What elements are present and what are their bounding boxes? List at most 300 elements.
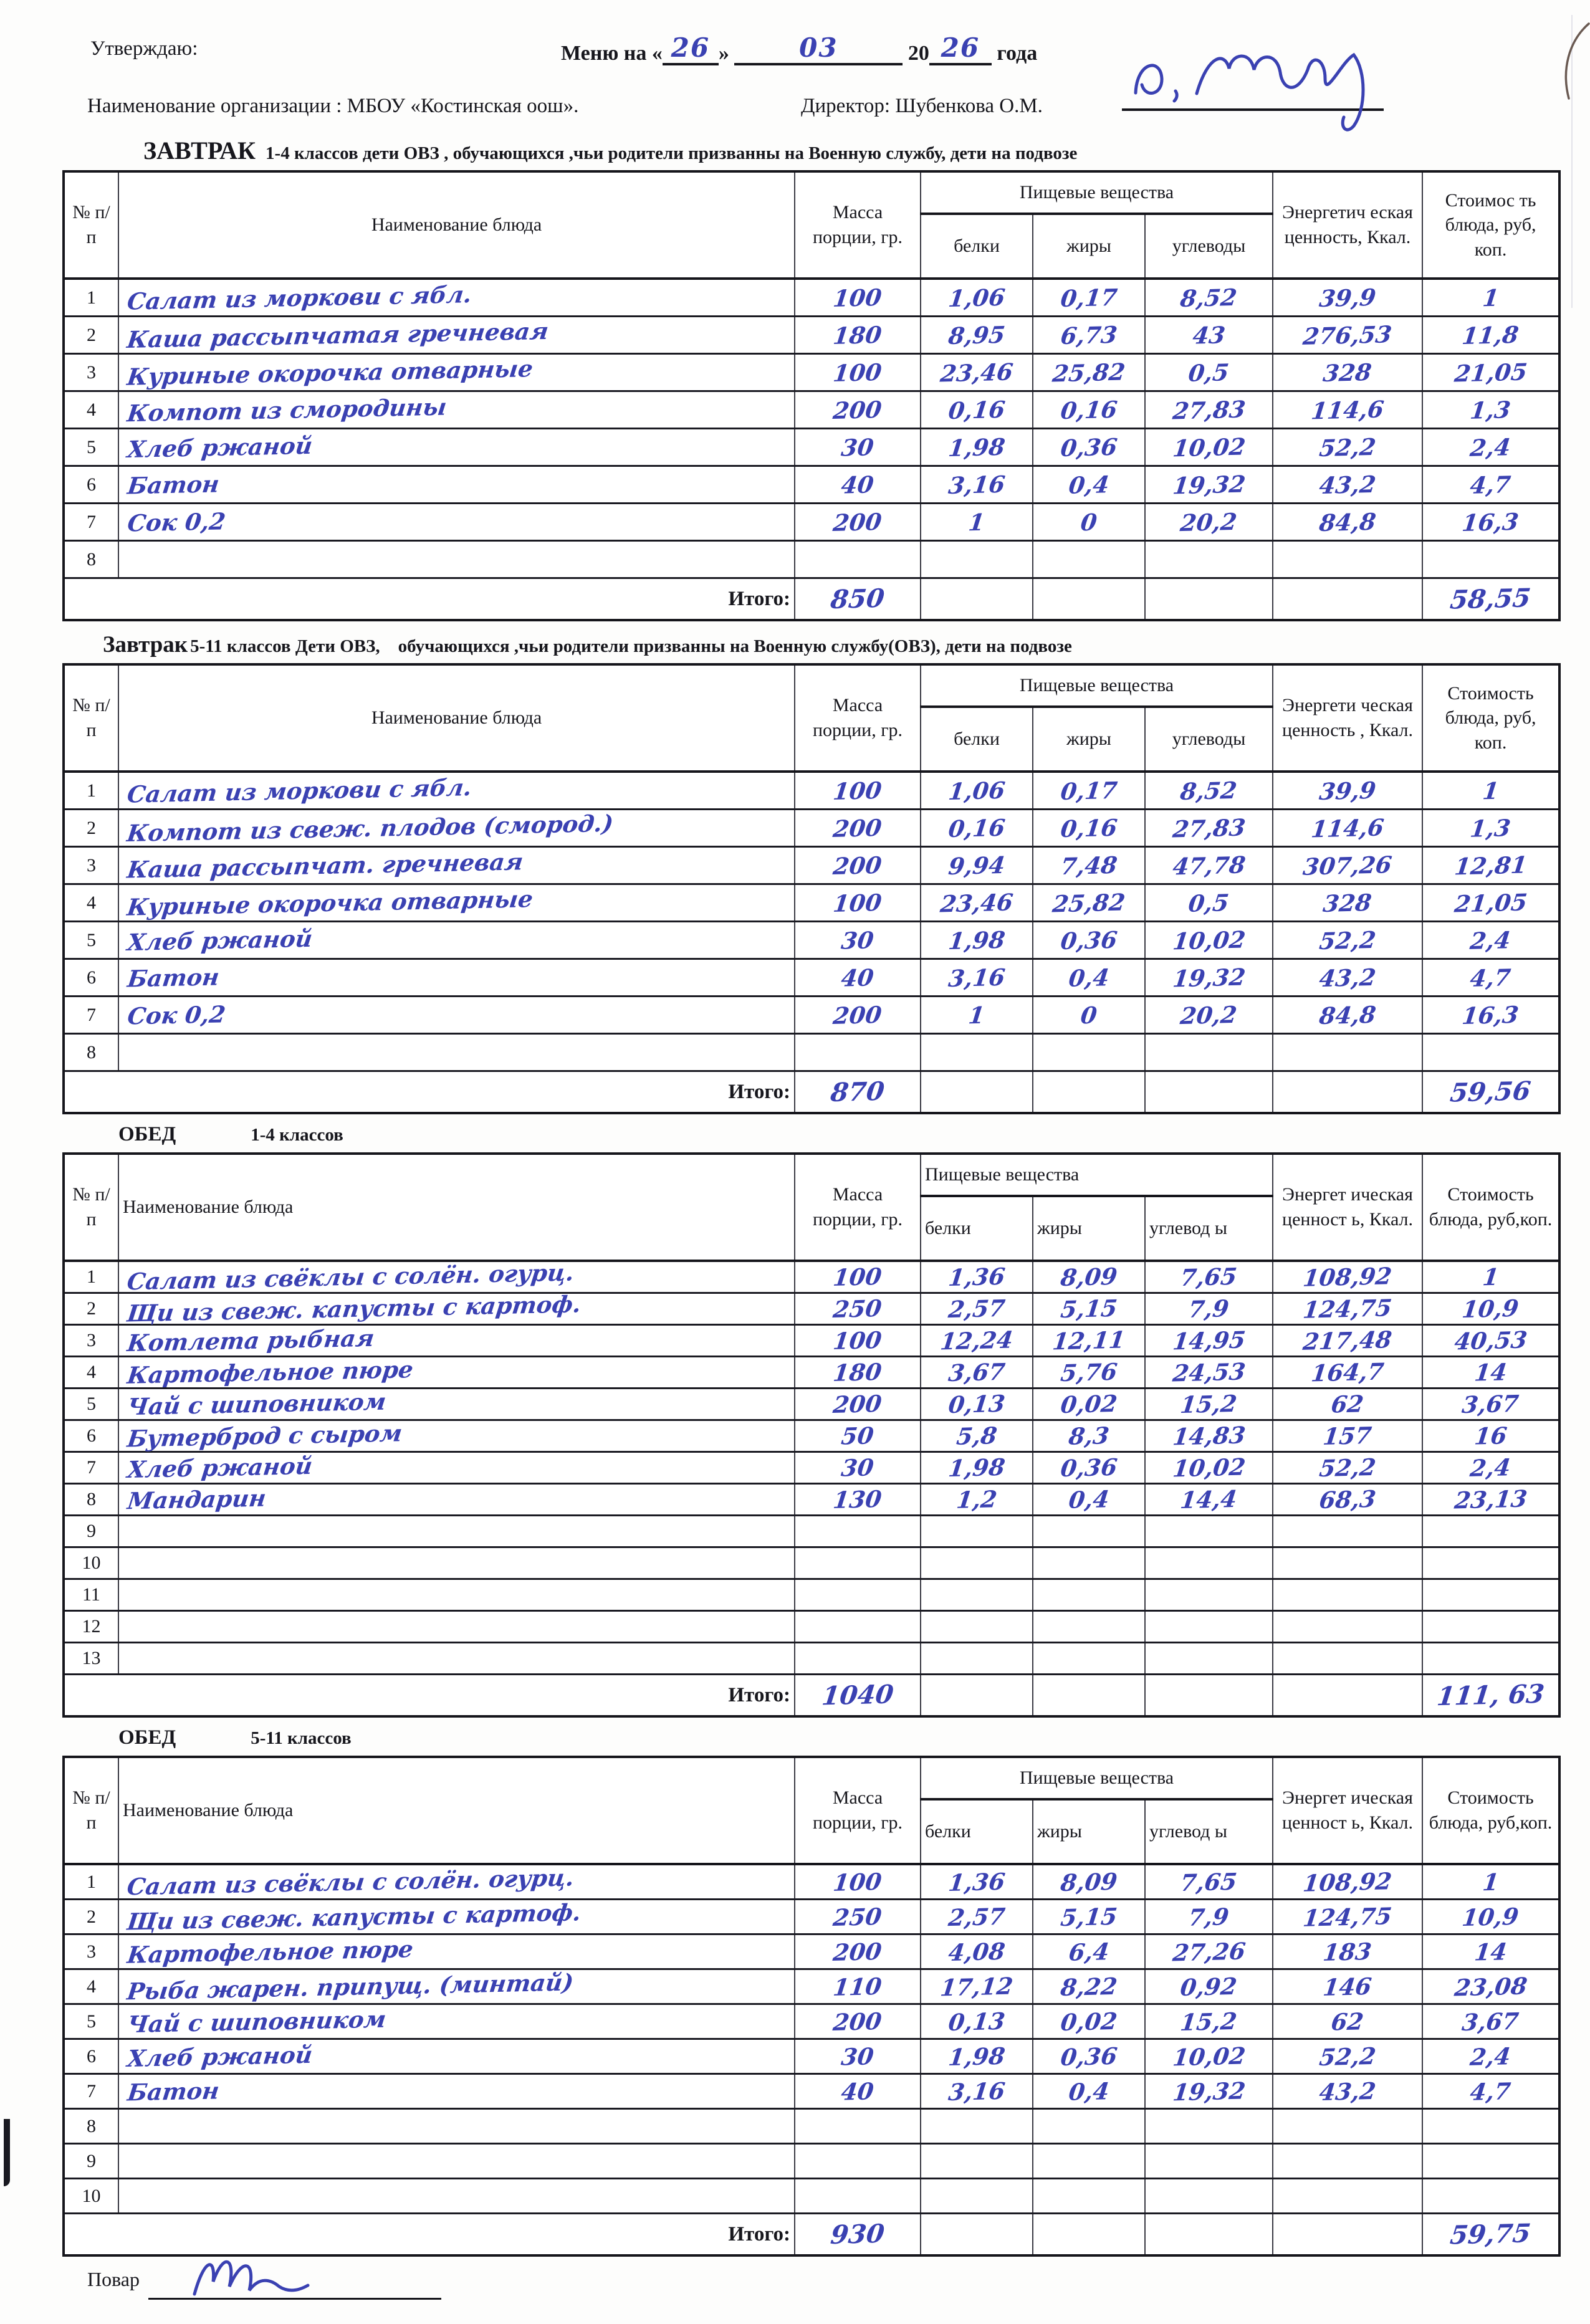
cell-carbs: 10,02 [1145,429,1273,466]
cell-energy [1273,1547,1422,1579]
cell-fat [1033,2144,1145,2179]
table-row [64,1389,1559,1420]
cell-mass: 100 [795,1261,921,1293]
cell-dish-name: Куриные окорочка отварные [118,354,795,391]
empty-cell [1145,2214,1273,2256]
cell-cost: 4,7 [1422,466,1559,504]
cell-row-number: 8 [64,1484,118,1516]
cell-protein: 2,57 [921,1293,1033,1325]
cell-fat: 0,16 [1033,810,1145,847]
cell-carbs [1145,1579,1273,1611]
cell-protein: 1 [921,997,1033,1034]
cell-row-number: 9 [64,2144,118,2179]
cell-cost [1422,541,1559,578]
cell-protein: 0,13 [921,1389,1033,1420]
col-header-fat: жиры [1033,1799,1145,1864]
cell-energy: 43,2 [1273,2074,1422,2109]
title-rest: 1-4 классов [251,1125,343,1145]
cell-fat: 0,36 [1033,429,1145,466]
cell-fat [1033,1547,1145,1579]
cell-energy [1273,1034,1422,1071]
cell-cost [1422,1611,1559,1643]
cell-fat: 25,82 [1033,884,1145,922]
cell-energy: 62 [1273,1389,1422,1420]
cell-mass: 180 [795,317,921,354]
cell-protein: 1,36 [921,1261,1033,1293]
approve-label: Утверждаю: [90,37,198,60]
cell-protein: 8,95 [921,317,1033,354]
cook-label: Повар [87,2268,140,2290]
table-row [64,2179,1559,2214]
cell-fat [1033,1611,1145,1643]
cell-dish-name: Салат из моркови с ябл. [118,279,795,317]
cell-fat: 6,4 [1033,1934,1145,1969]
col-header-nutrients: Пищевые вещества [921,1154,1273,1196]
cook-line [87,2268,1558,2324]
cell-mass [795,541,921,578]
cell-fat [1033,2179,1145,2214]
cell-row-number: 7 [64,997,118,1034]
cell-protein: 3,67 [921,1357,1033,1389]
col-header-energy: Энергет ическая ценност ь, Ккал. [1273,1154,1422,1261]
empty-cell [1145,1071,1273,1114]
table-row [64,1484,1559,1516]
cell-mass: 100 [795,772,921,810]
cell-mass [795,1034,921,1071]
cell-fat: 5,15 [1033,1900,1145,1934]
total-mass: 1040 [795,1675,921,1717]
table-row [64,1969,1559,2004]
cell-energy: 276,53 [1273,317,1422,354]
cell-carbs: 8,52 [1145,279,1273,317]
cell-row-number: 3 [64,354,118,391]
director-label: Директор: Шубенкова О.М. [801,95,1043,117]
cell-cost: 3,67 [1422,1389,1559,1420]
col-header-nutrients: Пищевые вещества [921,171,1273,214]
cell-cost: 1,3 [1422,810,1559,847]
cell-carbs: 19,32 [1145,959,1273,997]
table-row [64,884,1559,922]
total-label: Итого: [64,1071,795,1114]
cell-dish-name: Хлеб ржаной [118,2039,795,2074]
empty-cell [1273,2214,1422,2256]
cook-signature [186,2245,329,2314]
cell-row-number: 3 [64,1325,118,1357]
cell-fat: 12,11 [1033,1325,1145,1357]
total-label: Итого: [64,578,795,621]
cell-fat [1033,2109,1145,2144]
table-row [64,504,1559,541]
open-quote: « [651,42,663,65]
cell-dish-name [118,2144,795,2179]
cell-carbs: 10,02 [1145,922,1273,959]
cook-signature-line [148,2268,441,2300]
cell-mass: 200 [795,847,921,884]
cell-fat: 0 [1033,504,1145,541]
col-header-cost: Стоимость блюда, руб,коп. [1422,1154,1559,1261]
cell-energy [1273,2144,1422,2179]
cell-cost [1422,2144,1559,2179]
cell-carbs: 14,95 [1145,1325,1273,1357]
cell-energy [1273,1611,1422,1643]
col-header-protein: белки [921,1799,1033,1864]
col-header-protein: белки [921,214,1033,279]
table-row [64,429,1559,466]
cell-fat: 0,4 [1033,2074,1145,2109]
title-main: ЗАВТРАК [143,136,256,165]
cell-fat: 0 [1033,997,1145,1034]
cell-fat: 0,36 [1033,1452,1145,1484]
cell-row-number: 4 [64,1357,118,1389]
title-rest: 1-4 классов дети ОВЗ , обучающихся ,чьи родители призванны на Военную службу, дети на подвозе [266,143,1078,163]
menu-suffix: года [997,42,1038,65]
cell-cost: 2,4 [1422,922,1559,959]
cell-energy: 114,6 [1273,391,1422,429]
cell-energy: 114,6 [1273,810,1422,847]
cell-mass: 30 [795,1452,921,1484]
cell-mass: 180 [795,1357,921,1389]
cell-protein [921,1547,1033,1579]
lunch-1-4-title [118,1123,1558,1146]
total-row [64,1071,1559,1114]
cell-mass: 200 [795,997,921,1034]
table-row [64,1293,1559,1325]
cell-protein: 2,57 [921,1900,1033,1934]
cell-row-number: 8 [64,2109,118,2144]
cell-dish-name [118,1579,795,1611]
cell-carbs: 7,9 [1145,1900,1273,1934]
cell-dish-name: Котлета рыбная [118,1325,795,1357]
table-row [64,997,1559,1034]
cell-carbs [1145,2179,1273,2214]
cell-energy [1273,2109,1422,2144]
cell-carbs: 0,92 [1145,1969,1273,2004]
cell-fat: 0,36 [1033,2039,1145,2074]
cell-protein [921,1034,1033,1071]
cell-carbs [1145,1516,1273,1547]
cell-row-number: 3 [64,847,118,884]
cell-mass: 130 [795,1484,921,1516]
cell-row-number: 1 [64,279,118,317]
cell-row-number: 1 [64,1261,118,1293]
empty-cell [1033,1071,1145,1114]
cell-row-number: 6 [64,466,118,504]
cell-protein: 23,46 [921,884,1033,922]
title-rest: 5-11 классов [251,1728,352,1748]
cell-fat: 0,4 [1033,959,1145,997]
cell-mass [795,2144,921,2179]
scan-artifact-edge-mark [4,2119,10,2186]
cell-dish-name [118,2179,795,2214]
total-cost: 111, 63 [1422,1675,1559,1717]
cell-mass: 200 [795,1389,921,1420]
table-row [64,922,1559,959]
cell-cost: 1 [1422,1864,1559,1900]
cell-dish-name: Хлеб ржаной [118,1452,795,1484]
breakfast-1-4-table [62,170,1561,621]
cell-row-number: 11 [64,1579,118,1611]
cell-protein [921,2109,1033,2144]
cell-fat [1033,1034,1145,1071]
cell-dish-name: Щи из свеж. капусты с картоф. [118,1900,795,1934]
table-row [64,2144,1559,2179]
title-main: ОБЕД [118,1726,176,1749]
total-row [64,578,1559,621]
cell-carbs [1145,1611,1273,1643]
cell-cost: 16,3 [1422,997,1559,1034]
cell-energy: 84,8 [1273,504,1422,541]
cell-carbs [1145,1643,1273,1675]
cell-energy: 52,2 [1273,2039,1422,2074]
cell-cost: 4,7 [1422,959,1559,997]
cell-row-number: 5 [64,1389,118,1420]
cell-mass: 50 [795,1420,921,1452]
table-row [64,279,1559,317]
cell-cost [1422,1034,1559,1071]
cell-cost: 1 [1422,772,1559,810]
cell-energy: 39,9 [1273,279,1422,317]
cell-mass: 200 [795,2004,921,2039]
cell-carbs: 27,83 [1145,391,1273,429]
cell-energy: 68,3 [1273,1484,1422,1516]
col-header-name: Наименование блюда [118,171,795,279]
cell-protein: 4,08 [921,1934,1033,1969]
breakfast-5-11-title [103,631,1558,658]
empty-cell [921,1675,1033,1717]
cell-row-number: 8 [64,541,118,578]
lunch-1-4-table [62,1152,1561,1718]
cell-fat: 0,17 [1033,772,1145,810]
cell-fat [1033,1516,1145,1547]
cell-protein [921,541,1033,578]
title-main: ОБЕД [118,1123,176,1145]
cell-cost: 2,4 [1422,429,1559,466]
cell-dish-name: Сок 0,2 [118,504,795,541]
col-header-cost: Стоимость блюда, руб,коп. [1422,1757,1559,1864]
total-row [64,1675,1559,1717]
col-header-carbs: углеводы [1145,214,1273,279]
cell-protein: 3,16 [921,466,1033,504]
col-header-fat: жиры [1033,1196,1145,1261]
cell-fat: 6,73 [1033,317,1145,354]
total-label: Итого: [64,2214,795,2256]
cell-mass: 250 [795,1900,921,1934]
cell-fat: 25,82 [1033,354,1145,391]
organization-name: Наименование организации : МБОУ «Костинская оош». [87,95,579,117]
menu-prefix: Меню на [561,42,647,65]
table-row [64,541,1559,578]
total-mass: 850 [795,578,921,621]
cell-cost: 10,9 [1422,1293,1559,1325]
cell-cost: 3,67 [1422,2004,1559,2039]
cell-energy: 217,48 [1273,1325,1422,1357]
table-row [64,1900,1559,1934]
cell-row-number: 9 [64,1516,118,1547]
cell-mass [795,1643,921,1675]
table-row [64,1261,1559,1293]
table-row [64,772,1559,810]
cell-row-number: 4 [64,884,118,922]
cell-dish-name: Хлеб ржаной [118,429,795,466]
cell-energy: 307,26 [1273,847,1422,884]
cell-dish-name: Хлеб ржаной [118,922,795,959]
table-row [64,2039,1559,2074]
cell-mass: 200 [795,1934,921,1969]
cell-row-number: 2 [64,1900,118,1934]
empty-cell [1273,1675,1422,1717]
cell-carbs [1145,541,1273,578]
cell-fat: 0,17 [1033,279,1145,317]
cell-mass: 40 [795,466,921,504]
cell-protein: 0,13 [921,2004,1033,2039]
cell-carbs: 47,78 [1145,847,1273,884]
cell-carbs: 0,5 [1145,354,1273,391]
cell-mass: 100 [795,1864,921,1900]
cell-carbs: 43 [1145,317,1273,354]
total-label: Итого: [64,1675,795,1717]
menu-day-handwritten: 26 [671,32,711,63]
col-header-mass: Масса порции, гр. [795,1154,921,1261]
cell-protein: 23,46 [921,354,1033,391]
cell-protein: 5,8 [921,1420,1033,1452]
cell-row-number: 4 [64,1969,118,2004]
col-header-carbs: углеводы [1145,707,1273,772]
cell-dish-name: Картофельное пюре [118,1934,795,1969]
cell-mass [795,2179,921,2214]
cell-energy: 52,2 [1273,922,1422,959]
cell-protein: 1,2 [921,1484,1033,1516]
total-cost: 59,75 [1422,2214,1559,2256]
cell-energy: 62 [1273,2004,1422,2039]
cell-mass: 30 [795,429,921,466]
cell-mass [795,1579,921,1611]
table-row [64,317,1559,354]
cell-dish-name: Салат из свёклы с солён. огурц. [118,1261,795,1293]
cell-protein [921,2144,1033,2179]
cell-protein: 17,12 [921,1969,1033,2004]
cell-dish-name: Чай с шиповником [118,2004,795,2039]
cell-row-number: 7 [64,2074,118,2109]
cell-fat: 8,09 [1033,1261,1145,1293]
cell-dish-name: Рыба жарен. припущ. (минтай) [118,1969,795,2004]
col-header-protein: белки [921,707,1033,772]
cell-cost [1422,2109,1559,2144]
table-row [64,1934,1559,1969]
cell-mass: 200 [795,810,921,847]
table-row [64,810,1559,847]
col-header-name: Наименование блюда [118,1154,795,1261]
cell-dish-name [118,541,795,578]
cell-energy: 43,2 [1273,466,1422,504]
table-row [64,1325,1559,1357]
year-prefix: 20 [908,42,929,65]
cell-energy: 84,8 [1273,997,1422,1034]
cell-dish-name [118,1034,795,1071]
cell-cost: 10,9 [1422,1900,1559,1934]
cell-dish-name: Щи из свеж. капусты с картоф. [118,1293,795,1325]
cell-protein: 1,98 [921,1452,1033,1484]
cell-mass: 100 [795,354,921,391]
cell-carbs: 27,83 [1145,810,1273,847]
breakfast-1-4-title [143,136,1558,165]
cell-protein [921,2179,1033,2214]
empty-cell [1145,1675,1273,1717]
cell-energy: 328 [1273,354,1422,391]
cell-row-number: 5 [64,922,118,959]
cell-cost: 23,08 [1422,1969,1559,2004]
table-row [64,1579,1559,1611]
col-header-nutrients: Пищевые вещества [921,1757,1273,1799]
cell-dish-name: Батон [118,2074,795,2109]
cell-energy [1273,1579,1422,1611]
table-row [64,1516,1559,1547]
cell-protein: 1,06 [921,279,1033,317]
cell-row-number: 7 [64,504,118,541]
menu-year-handwritten: 26 [941,32,980,63]
col-header-num: № п/п [64,1154,118,1261]
cell-energy [1273,541,1422,578]
cell-row-number: 12 [64,1611,118,1643]
cell-dish-name: Куриные окорочка отварные [118,884,795,922]
cell-mass [795,2109,921,2144]
cell-energy [1273,2179,1422,2214]
cell-row-number: 7 [64,1452,118,1484]
cell-fat [1033,541,1145,578]
cell-carbs: 15,2 [1145,2004,1273,2039]
cell-dish-name: Каша рассыпчатая гречневая [118,317,795,354]
col-header-mass: Масса порции, гр. [795,664,921,772]
cell-cost: 1,3 [1422,391,1559,429]
cell-row-number: 1 [64,772,118,810]
cell-dish-name: Чай с шиповником [118,1389,795,1420]
table-row [64,1420,1559,1452]
cell-row-number: 2 [64,1293,118,1325]
cell-mass: 40 [795,959,921,997]
cell-row-number: 2 [64,317,118,354]
cell-mass [795,1547,921,1579]
cell-row-number: 13 [64,1643,118,1675]
cell-fat: 8,09 [1033,1864,1145,1900]
cell-protein: 3,16 [921,2074,1033,2109]
cell-dish-name [118,1547,795,1579]
cell-row-number: 10 [64,1547,118,1579]
col-header-num: № п/ п [64,664,118,772]
total-mass: 930 [795,2214,921,2256]
lunch-5-11-table [62,1756,1561,2257]
cell-row-number: 8 [64,1034,118,1071]
cell-energy: 157 [1273,1420,1422,1452]
cell-mass: 250 [795,1293,921,1325]
empty-cell [1145,578,1273,621]
empty-cell [1033,2214,1145,2256]
cell-dish-name: Каша рассыпчат. гречневая [118,847,795,884]
cell-protein: 9,94 [921,847,1033,884]
cell-dish-name [118,1516,795,1547]
cell-mass: 100 [795,884,921,922]
cell-dish-name [118,1611,795,1643]
cell-carbs: 19,32 [1145,466,1273,504]
col-header-energy: Энергет ическая ценност ь, Ккал. [1273,1757,1422,1864]
cell-dish-name: Мандарин [118,1484,795,1516]
cell-protein: 1,98 [921,429,1033,466]
table-row [64,2004,1559,2039]
cell-energy [1273,1516,1422,1547]
cell-protein: 1,06 [921,772,1033,810]
empty-cell [921,2214,1033,2256]
cell-cost [1422,1547,1559,1579]
cell-dish-name: Бутерброд с сыром [118,1420,795,1452]
col-header-name: Наименование блюда [118,1757,795,1864]
